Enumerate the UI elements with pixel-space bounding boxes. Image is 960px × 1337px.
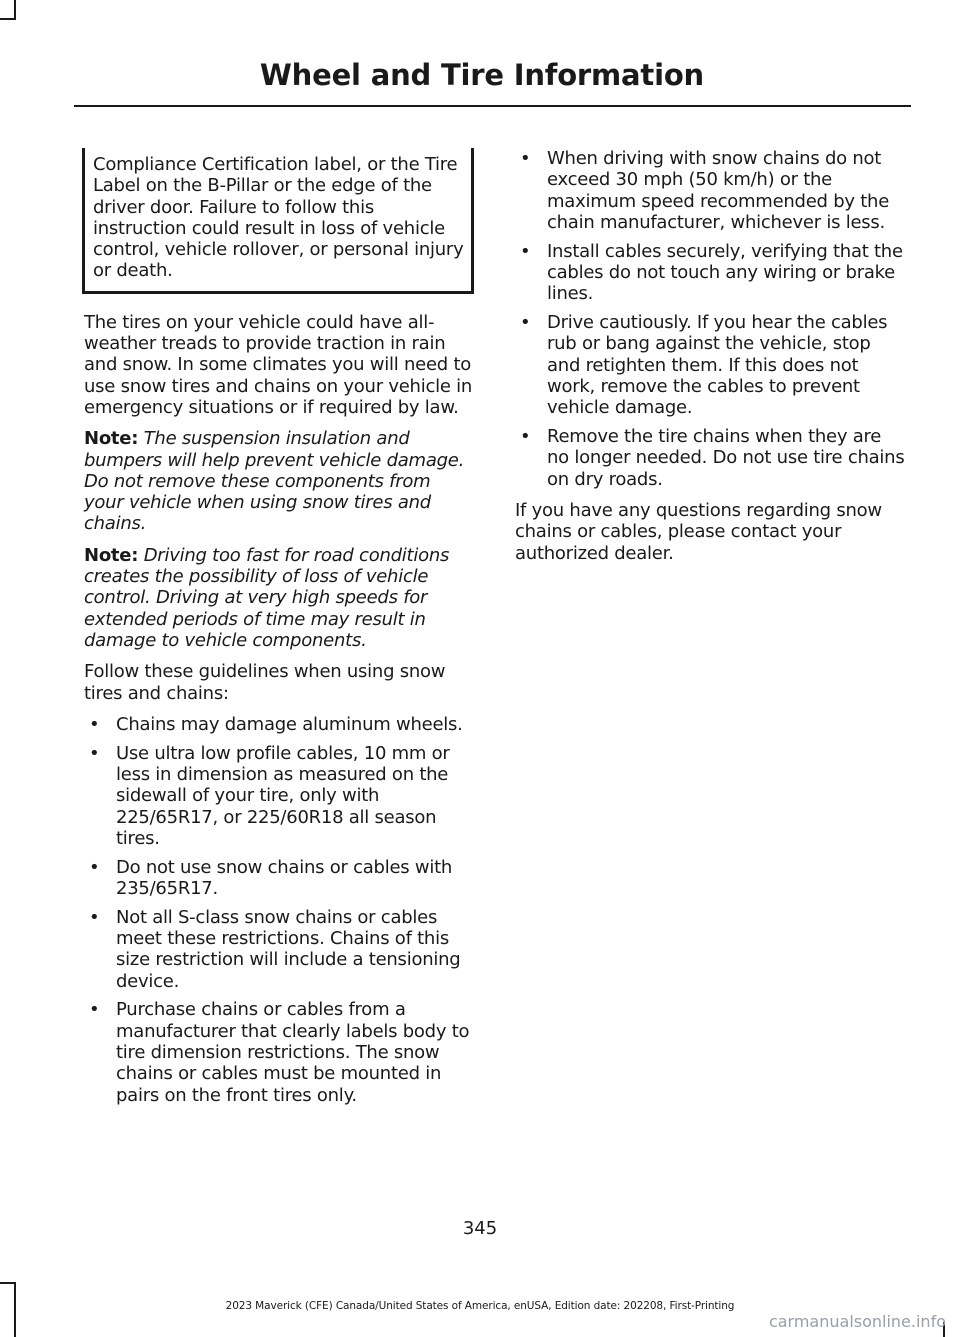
crop-mark-bottom-left-horizontal bbox=[0, 1282, 16, 1284]
right-bullet-list bbox=[515, 148, 907, 490]
left-column bbox=[84, 148, 474, 1116]
closing-paragraph: If you have any questions regarding snow chains or cables, please contact your authorized dealer. bbox=[515, 499, 882, 564]
guidelines-intro: Follow these guidelines when using snow tires and chains: bbox=[84, 661, 446, 704]
note-label: Note: bbox=[84, 544, 139, 566]
header-rule bbox=[74, 105, 911, 107]
crop-mark-top-left-horizontal bbox=[0, 18, 16, 20]
bullet-icon: • bbox=[89, 999, 100, 1021]
list-item: • Install cables securely, verifying that the cables do not touch any wiring or brake lines. bbox=[520, 240, 903, 305]
bullet-icon: • bbox=[520, 148, 531, 169]
list-item: • Purchase chains or cables from a manufacturer that clearly labels body to tire dimension restrictions. The snow chains or cables must be mounted in pairs on the front tires only. bbox=[89, 999, 470, 1106]
bullet-icon: • bbox=[520, 240, 531, 262]
bullet-icon: • bbox=[89, 906, 100, 928]
warning-box bbox=[82, 148, 474, 294]
bullet-icon: • bbox=[520, 312, 531, 334]
intro-paragraph: The tires on your vehicle could have all-weather treads to provide traction in rain and snow. In some climates you will need to use snow tires and chains on your vehicle in emergency situations or if required by law. bbox=[84, 311, 473, 418]
list-item: • Do not use snow chains or cables with 235/65R17. bbox=[89, 856, 453, 899]
list-item: • Remove the tire chains when they are no longer needed. Do not use tire chains on dry roads. bbox=[520, 426, 905, 490]
page-number: 345 bbox=[462, 1218, 498, 1239]
warning-text: Compliance Certification label, or the Tire Label on the B-Pillar or the edge of the driver door. Failure to follow this instruction could result in loss of vehicle control, vehicle rollover, or personal injury or death. bbox=[93, 154, 464, 282]
page-title: Wheel and Tire Information bbox=[259, 58, 704, 92]
note-speed bbox=[84, 545, 474, 651]
note-text: Driving too fast for road conditions creates the possibility of loss of vehicle control. Driving at very high speeds for extended periods of time may result in damage to vehicle components. bbox=[84, 544, 450, 651]
bullet-icon: • bbox=[520, 426, 531, 448]
note-label: Note: bbox=[84, 428, 139, 450]
bullet-icon: • bbox=[89, 856, 100, 878]
note-text: The suspension insulation and bumpers will help prevent vehicle damage. Do not remove these components from your vehicle when using snow tires and chains. bbox=[84, 428, 465, 535]
list-item: • Drive cautiously. If you hear the cables rub or bang against the vehicle, stop and retighten them. If this does not work, remove the cables to prevent vehicle damage. bbox=[520, 312, 888, 419]
bullet-icon: • bbox=[89, 742, 100, 764]
watermark: carmanualsonline.info bbox=[768, 1312, 946, 1331]
left-bullet-list bbox=[84, 714, 474, 1106]
list-item: • Not all S-class snow chains or cables meet these restrictions. Chains of this size restriction will include a tensioning device. bbox=[89, 906, 461, 992]
crop-mark-top-left-vertical bbox=[14, 0, 16, 20]
edition-footer: 2023 Maverick (CFE) Canada/United States of America, enUSA, Edition date: 202208, First-Printing bbox=[225, 1300, 735, 1312]
list-item: • When driving with snow chains do not exceed 30 mph (50 km/h) or the maximum speed recommended by the chain manufacturer, whichever is less. bbox=[520, 148, 890, 233]
bullet-icon: • bbox=[89, 713, 100, 735]
list-item: • Chains may damage aluminum wheels. bbox=[89, 713, 463, 735]
list-item: • Use ultra low profile cables, 10 mm or less in dimension as measured on the sidewall of your tire, only with 225/65R17, or 225/60R18 all season tires. bbox=[89, 742, 450, 849]
right-column bbox=[515, 148, 907, 574]
note-suspension bbox=[84, 428, 474, 534]
